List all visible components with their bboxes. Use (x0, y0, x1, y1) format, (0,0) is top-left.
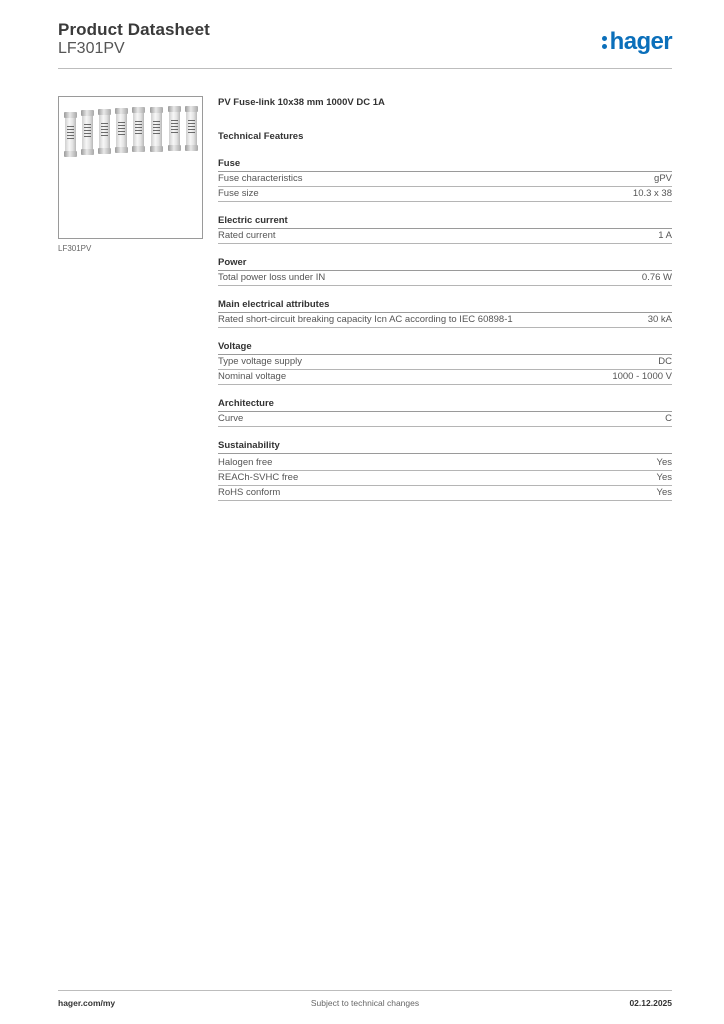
product-name: PV Fuse-link 10x38 mm 1000V DC 1A (218, 97, 385, 108)
spec-row (218, 412, 672, 427)
spec-label: Curve (218, 413, 244, 424)
spec-label: RoHS conform (218, 487, 281, 498)
section-electric-current (218, 214, 672, 244)
document-title: Product Datasheet (58, 20, 210, 39)
spec-row (218, 471, 672, 486)
fuse-icon (169, 106, 180, 151)
website-link[interactable]: hager.com/my (58, 998, 116, 1008)
section-title: Fuse (218, 157, 672, 172)
spec-row (218, 313, 672, 328)
section-title: Main electrical attributes (218, 298, 672, 313)
section-main-electrical-attributes (218, 298, 672, 328)
fuse-icon (65, 112, 76, 157)
section-architecture (218, 397, 672, 427)
spec-label: Type voltage supply (218, 356, 302, 367)
spec-label: Total power loss under IN (218, 272, 326, 283)
section-title: Sustainability (218, 439, 672, 454)
fuse-icon (99, 109, 110, 154)
spec-value: 1000 - 1000 V (612, 371, 672, 382)
footer-note: Subject to technical changes (310, 998, 420, 1008)
spec-label: REACh-SVHC free (218, 472, 299, 483)
spec-label: Nominal voltage (218, 371, 287, 382)
logo-colon-icon (602, 33, 608, 51)
section-title: Architecture (218, 397, 672, 412)
spec-value: Yes (656, 487, 672, 498)
section-voltage (218, 340, 672, 385)
spec-label: Rated current (218, 230, 276, 241)
spec-label: Fuse size (218, 188, 259, 199)
spec-value: 10.3 x 38 (632, 188, 672, 199)
spec-value: 0.76 W (641, 272, 672, 283)
spec-row (218, 172, 672, 187)
section-fuse (218, 157, 672, 202)
page-footer (58, 998, 672, 1012)
spec-label: Rated short-circuit breaking capacity Icn AC according to IEC 60898-1 (218, 314, 513, 325)
document-subtitle: LF301PV (58, 40, 125, 57)
spec-row (218, 355, 672, 370)
spec-value: 30 kA (647, 314, 672, 325)
technical-features-heading: Technical Features (218, 131, 304, 142)
image-caption: LF301PV (58, 244, 92, 253)
section-title: Power (218, 256, 672, 271)
spec-row (218, 271, 672, 286)
logo-text: hager (609, 28, 672, 55)
fuse-icon (151, 107, 162, 152)
spec-label: Halogen free (218, 457, 273, 468)
footer-date: 02.12.2025 (629, 998, 672, 1008)
spec-row (218, 229, 672, 244)
page-header (58, 20, 672, 70)
section-title: Electric current (218, 214, 672, 229)
section-title: Voltage (218, 340, 672, 355)
spec-row (218, 456, 672, 471)
fuse-illustration (65, 106, 195, 158)
spec-value: gPV (654, 173, 672, 184)
section-power (218, 256, 672, 286)
spec-label: Fuse characteristics (218, 173, 303, 184)
hager-logo[interactable] (602, 29, 672, 55)
spec-value: 1 A (658, 230, 672, 241)
header-divider (58, 68, 672, 69)
footer-divider (58, 990, 672, 991)
spec-value: Yes (656, 457, 672, 468)
fuse-icon (116, 108, 127, 153)
product-image (58, 96, 203, 239)
spec-row (218, 187, 672, 202)
fuse-icon (133, 107, 144, 152)
fuse-icon (82, 110, 93, 155)
section-sustainability (218, 439, 672, 501)
spec-value: C (665, 413, 672, 424)
spec-value: Yes (656, 472, 672, 483)
technical-content (218, 97, 672, 501)
spec-row (218, 486, 672, 501)
fuse-icon (186, 106, 197, 151)
spec-row (218, 370, 672, 385)
spec-value: DC (658, 356, 672, 367)
